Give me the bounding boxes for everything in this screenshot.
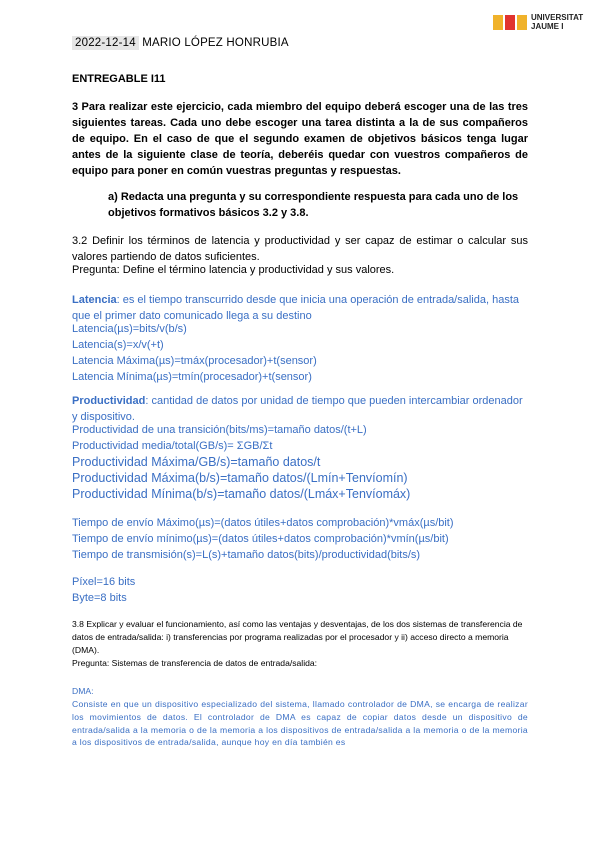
dma-heading: DMA: (72, 686, 94, 696)
exercise-statement: 3 Para realizar este ejercicio, cada miembro del equipo deberá escoger una de las tres siguientes tareas. Cada uno debe escoger una tarea distinta a la de sus compañeros de equipo. En el caso de que el segundo examen de objetivos básicos tenga lugar antes de la siguiente clase de teoría, deberéis quedar con vuestros compañeros de equipo para poner en común vuestras preguntas y respuestas. (72, 101, 528, 177)
logo-text: UNIVERSITAT JAUME I (531, 13, 584, 31)
unit-notes (72, 574, 528, 606)
productivity-term: Productividad (72, 395, 146, 407)
time-formula: Tiempo de envío mínimo(µs)=(datos útiles+datos comprobación)*vmín(µs/bit) (72, 533, 449, 545)
latency-formula: Latencia Mínima(µs)=tmín(procesador)+t(sensor) (72, 371, 312, 383)
productivity-formulas-large (72, 454, 528, 502)
task-a: a) Redacta una pregunta y su correspondiente respuesta para cada uno de los objetivos formativos básicos 3.2 y 3.8. (108, 191, 519, 219)
productivity-formulas (72, 422, 528, 454)
objective-3-8-question: Pregunta: Sistemas de transferencia de datos de entrada/salida: (72, 658, 318, 668)
productivity-definition: Productividad: cantidad de datos por unidad de tiempo que pueden intercambiar ordenador y dispositivo. (72, 395, 523, 423)
header-author: MARIO LÓPEZ HONRUBIA (142, 37, 289, 49)
objective-3-2-question: Pregunta: Define el término latencia y productividad y sus valores. (72, 264, 395, 276)
latency-formula: Latencia(µs)=bits/v(b/s) (72, 323, 187, 335)
latency-definition: Latencia: es el tiempo transcurrido desde que inicia una operación de entrada/salida, hasta que el primer dato comunicado llega a su destino (72, 294, 520, 322)
university-logo (493, 13, 583, 33)
page-header (72, 37, 289, 49)
latency-formula: Latencia Máxima(µs)=tmáx(procesador)+t(sensor) (72, 355, 317, 367)
time-formula: Tiempo de envío Máximo(µs)=(datos útiles+datos comprobación)*vmáx(µs/bit) (72, 517, 454, 529)
productivity-formula: Productividad Mínima(b/s)=tamaño datos/(Lmáx+Tenvíomáx) (72, 487, 411, 501)
time-formula: Tiempo de transmisión(s)=L(s)+tamaño datos(bits)/productividad(bits/s) (72, 549, 421, 561)
latency-formulas (72, 321, 528, 385)
unit-note: Byte=8 bits (72, 592, 127, 604)
unit-note: Píxel=16 bits (72, 576, 136, 588)
header-date: 2022-12-14 (72, 36, 139, 50)
productivity-formula: Productividad media/total(GB/s)= ΣGB/Σt (72, 440, 273, 452)
productivity-formula: Productividad Máxima(b/s)=tamaño datos/(Lmín+Tenvíomín) (72, 471, 408, 485)
time-formulas (72, 515, 528, 563)
productivity-formula: Productividad de una transición(bits/ms)=tamaño datos/(t+L) (72, 424, 367, 436)
productivity-formula: Productividad Máxima/GB/s)=tamaño datos/t (72, 455, 321, 469)
latency-formula: Latencia(s)=x/v(+t) (72, 339, 164, 351)
dma-text: Consiste en que un dispositivo especializado del sistema, llamado controlador de DMA, se encarga de realizar los movimientos de datos. El controlador de DMA es capaz de copiar datos desde un dispositivo de entrada/salida a la memoria o de la memoria a los dispositivos de entrada/salida a la memoria o de la memoria a los dispositivos de entrada/salida, aunque hoy en día también es (72, 699, 528, 748)
latency-term: Latencia (72, 294, 117, 306)
objective-3-8: 3.8 Explicar y evaluar el funcionamiento, así como las ventajas y desventajas, de los dos sistemas de transferencia de datos de entrada/salida: i) transferencias por programa realizadas por el procesador y ii) acceso directo a memoria (DMA). (72, 619, 523, 655)
document-title: ENTREGABLE I11 (72, 73, 166, 85)
logo-mark-icon (493, 15, 529, 30)
objective-3-2: 3.2 Definir los términos de latencia y productividad y ser capaz de estimar o calcular sus valores partiendo de datos suficientes. (72, 235, 528, 263)
